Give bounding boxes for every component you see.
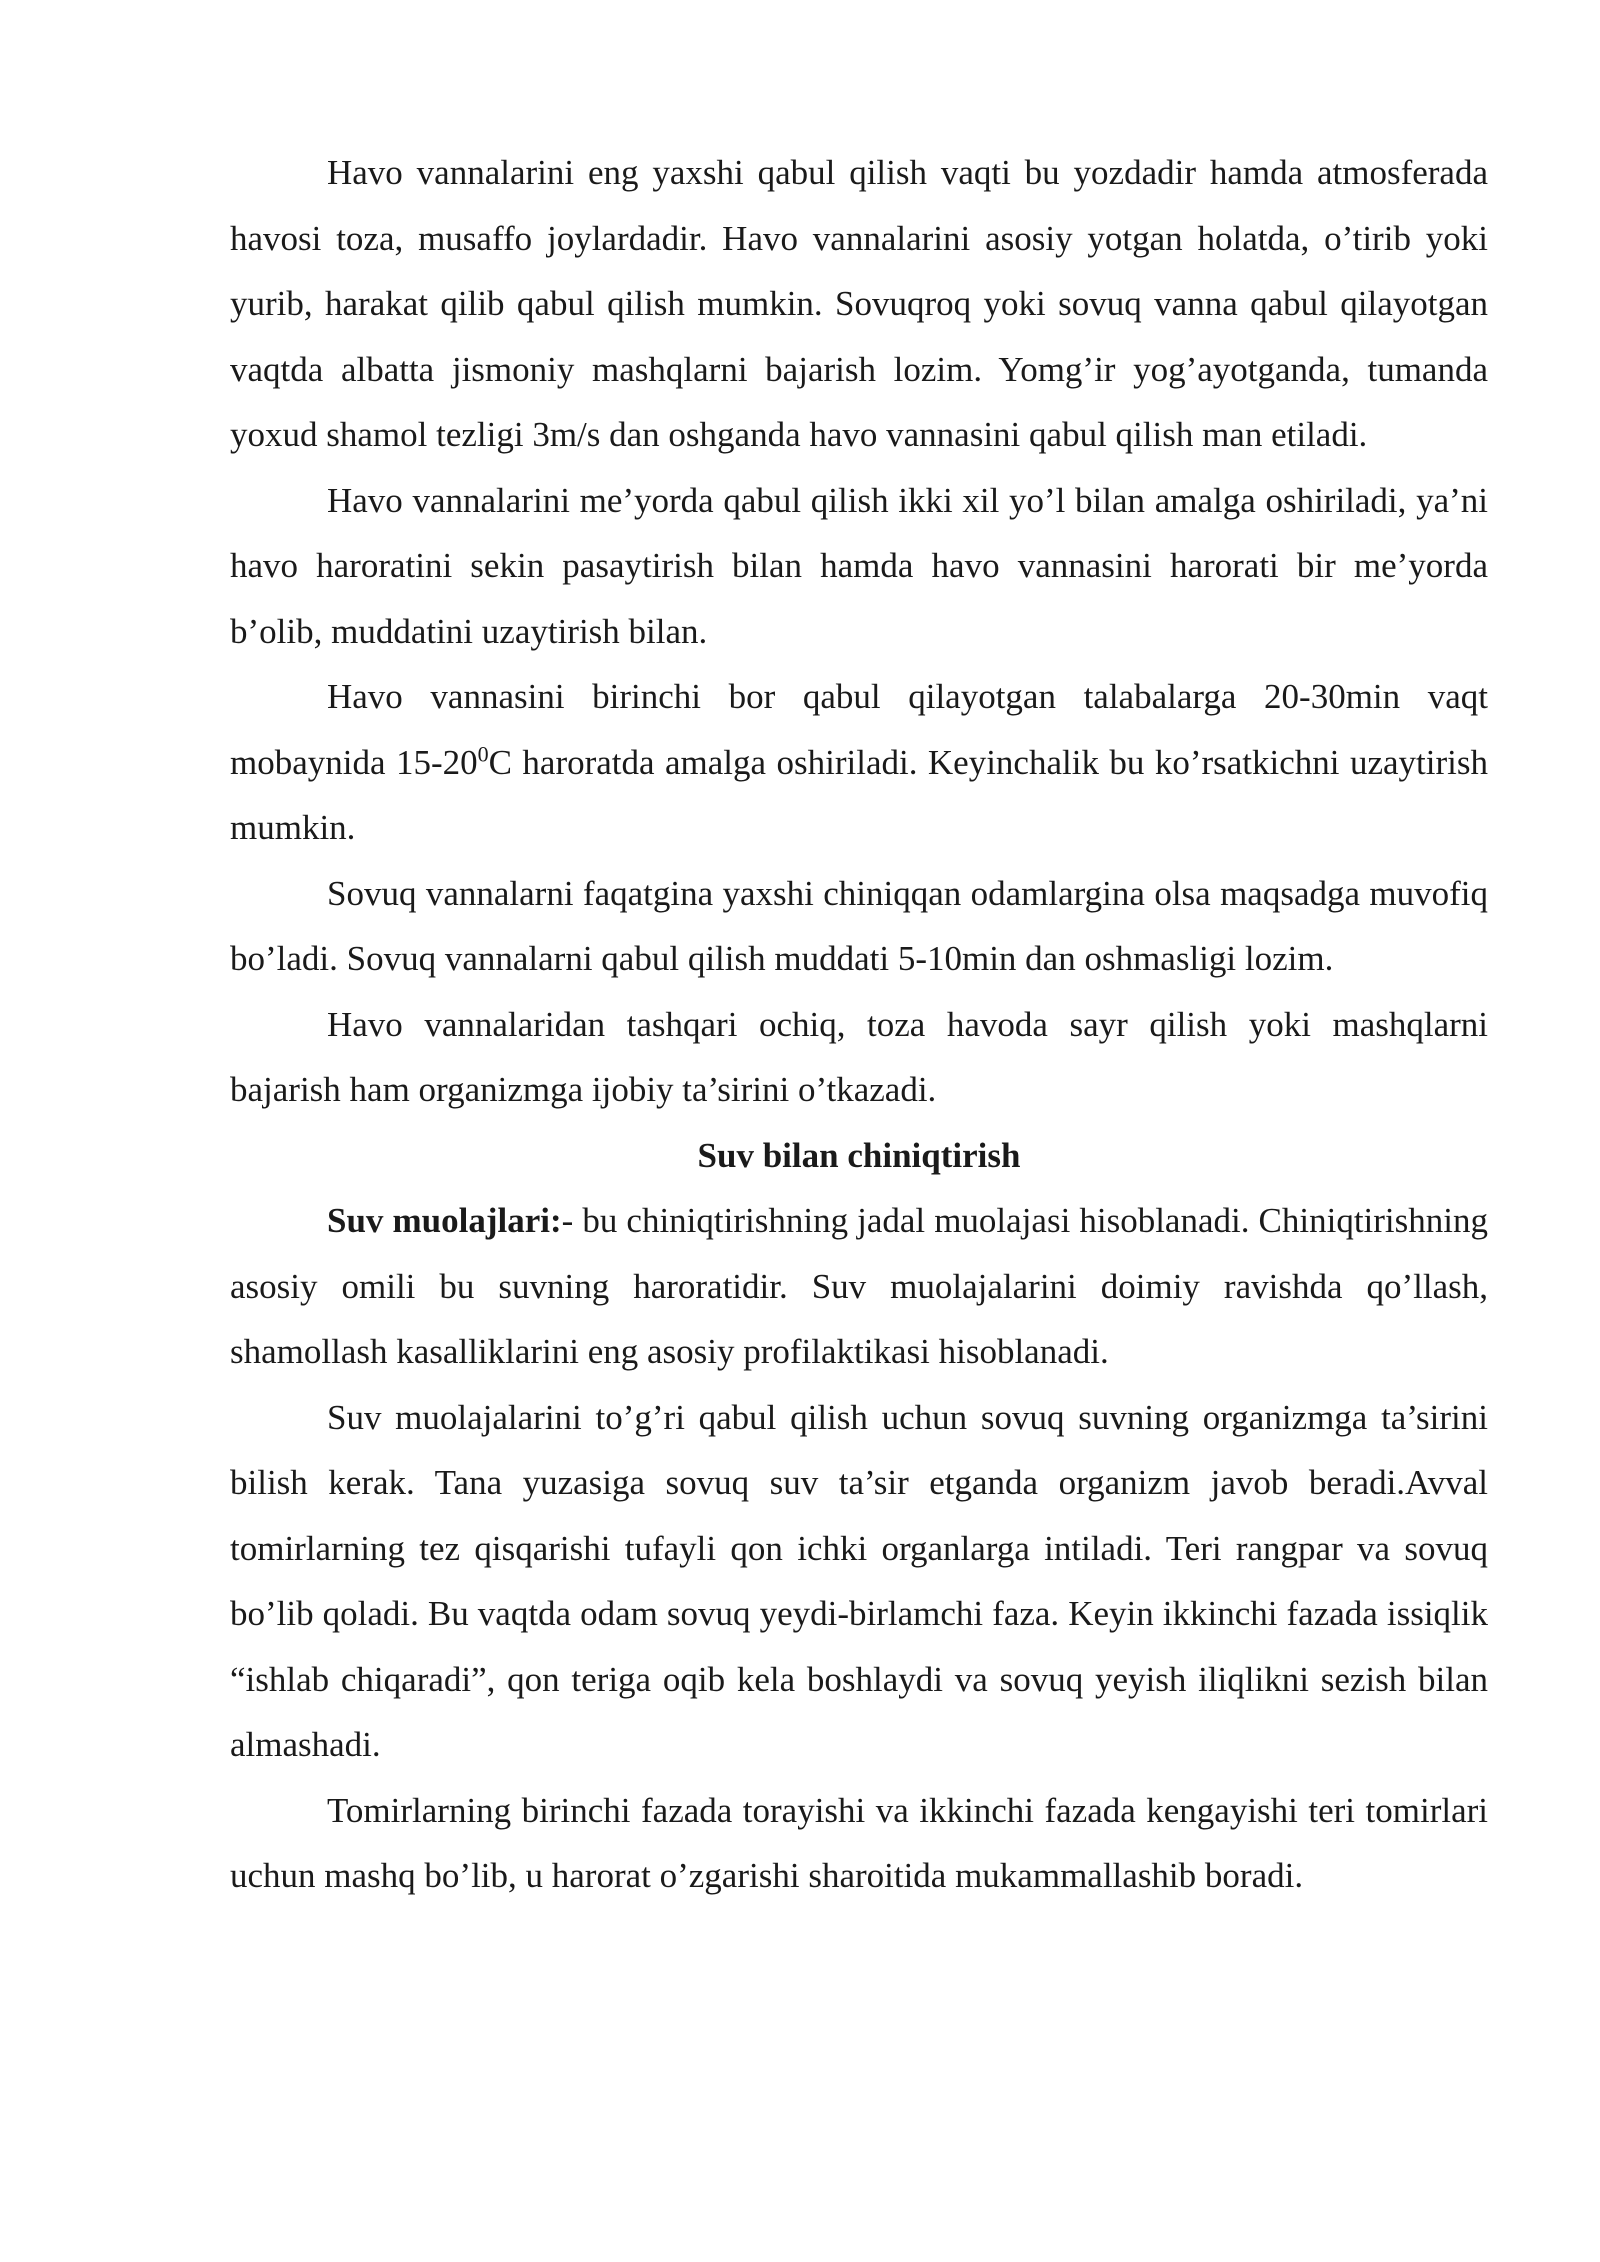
paragraph-first-air-bath <box>230 664 1488 861</box>
paragraph-cold-water-effect: Suv muolajalarini to’g’ri qabul qilish uchun sovuq suvning organizmga ta’sirini bilish kerak. Tana yuzasiga sovuq suv ta’sir etganda organizm javob beradi.Avval tomirlarning tez qisqarishi tufayli qon ichki organlarga intiladi. Teri rangpar va sovuq bo’lib qoladi. Bu vaqtda odam sovuq yeydi-birlamchi faza. Keyin ikkinchi fazada issiqlik “ishlab chiqaradi”, qon teriga oqib kela boshlaydi va sovuq yeyish iliqlikni sezish bilan almashadi. <box>230 1397 1488 1764</box>
paragraph-air-baths-timing: Havo vannalarini eng yaxshi qabul qilish vaqti bu yozdadir hamda atmosferada havosi toza, musaffo joylardadir. Havo vannalarini asosiy yotgan holatda, o’tirib yoki yurib, harakat qilib qabul qilish mumkin. Sovuqroq yoki sovuq vanna qabul qilayotgan vaqtda albatta jismoniy mashqlarni bajarish lozim. Yomg’ir yog’ayotganda, tumanda yoxud shamol tezligi 3m/s dan oshganda havo vannasini qabul qilish man etiladi. <box>230 153 1488 454</box>
paragraph-cold-baths: Sovuq vannalarni faqatgina yaxshi chiniqqan odamlargina olsa maqsadga muvofiq bo’ladi. Sovuq vannalarni qabul qilish muddati 5-10min dan oshmasligi lozim. <box>230 873 1488 978</box>
degree-superscript: 0 <box>477 740 489 766</box>
document-body <box>230 140 1488 1909</box>
term-water-procedures: Suv muolajlari: <box>327 1201 562 1240</box>
paragraph-vessel-training: Tomirlarning birinchi fazada torayishi va ikkinchi fazada kengayishi teri tomirlari uchun mashq bo’lib, u harorat o’zgarishi sharoitida mukammallashib boradi. <box>230 1790 1488 1895</box>
paragraph-water-procedures-text: - bu chiniqtirishning jadal muolajasi hisoblanadi. Chiniqtirishning asosiy omili bu suvning haroratidir. Suv muolajalarini doimiy ravishda qo’llash, shamollash kasalliklarini eng asosiy profilaktikasi hisoblanadi. <box>230 1201 1488 1371</box>
paragraph-open-air-walks: Havo vannalaridan tashqari ochiq, toza havoda sayr qilish yoki mashqlarni bajarish ham organizmga ijobiy ta’sirini o’tkazadi. <box>230 1004 1488 1109</box>
section-heading: Suv bilan chiniqtirish <box>697 1135 1021 1175</box>
paragraph-first-air-bath-end: C haroratda amalga oshiriladi. Keyinchalik bu ko’rsatkichni uzaytirish mumkin. <box>230 742 1488 847</box>
paragraph-water-procedures <box>230 1188 1488 1385</box>
paragraph-first-air-bath-start: Havo vannasini birinchi bor qabul qilayotgan talabalarga 20-30min vaqt mobaynida 15-20 <box>230 677 1488 782</box>
paragraph-air-baths-methods: Havo vannalarini me’yorda qabul qilish ikki xil yo’l bilan amalga oshiriladi, ya’ni havo haroratini sekin pasaytirish bilan hamda havo vannasini harorati bir me’yorda b’olib, muddatini uzaytirish bilan. <box>230 480 1488 651</box>
